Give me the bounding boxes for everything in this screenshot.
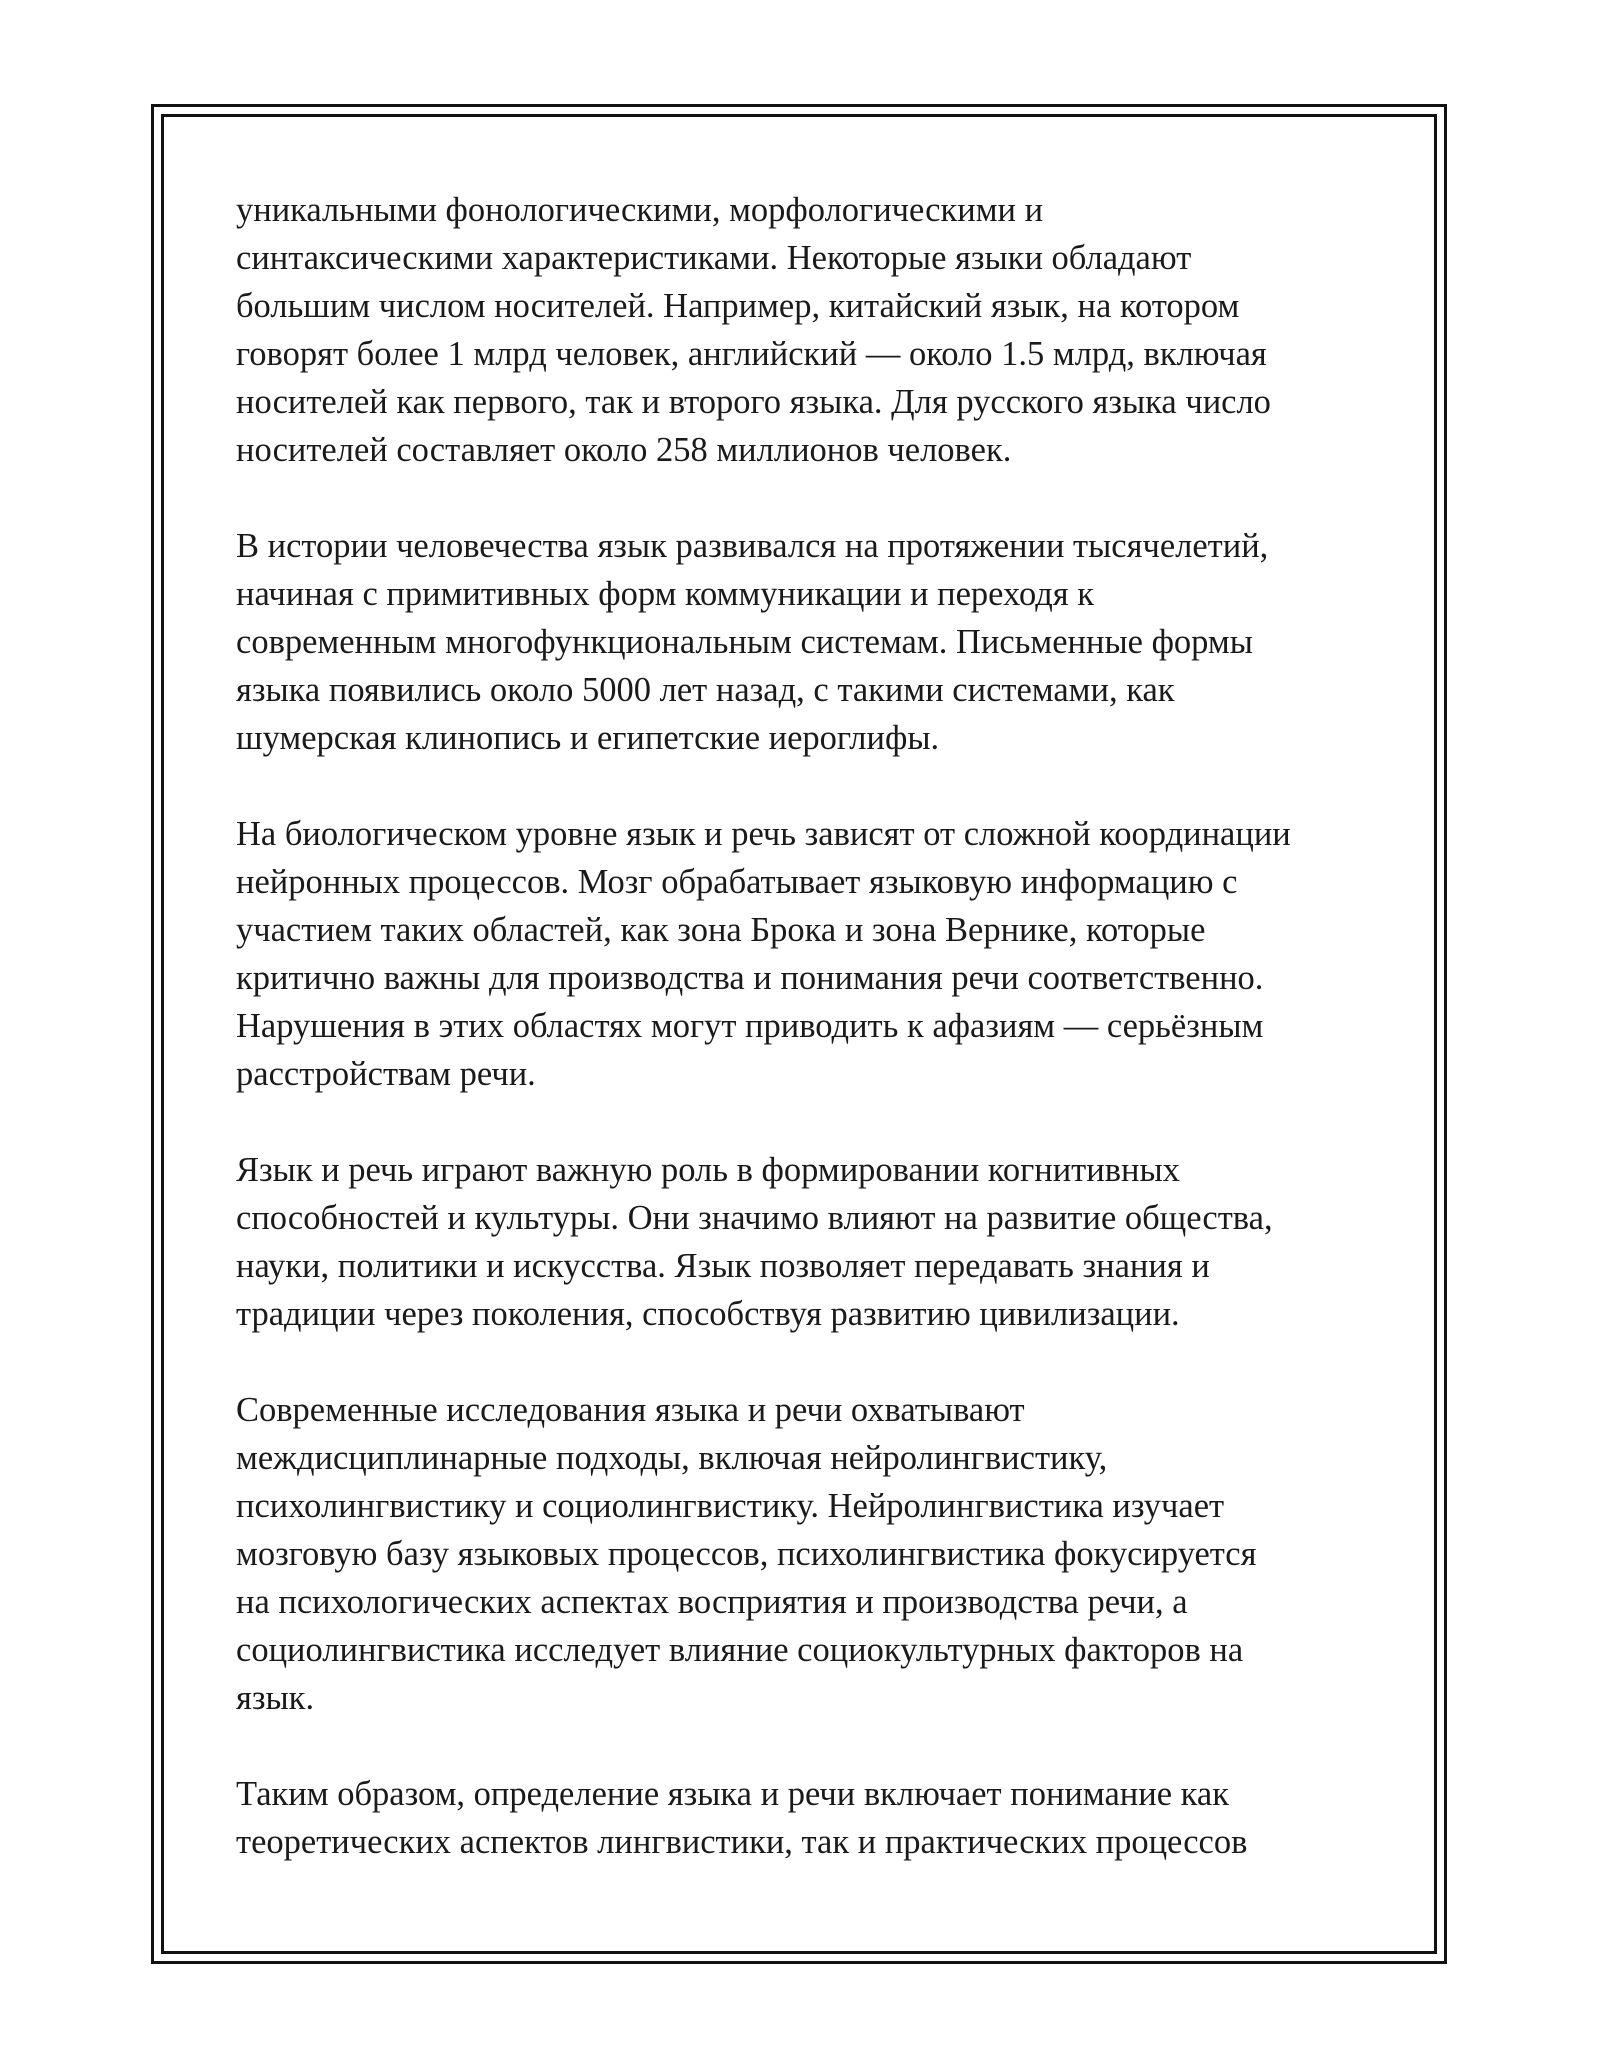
- paragraph-3: На биологическом уровне язык и речь зависят от сложной координации нейронных процессов. Мозг обрабатывает языковую информацию с участием таких областей, как зона Брока и зона Вернике, которые критично важны для производства и понимания речи соответственно. Нарушения в этих областях могут приводить к афазиям — серьёзным расстройствам речи.: [236, 815, 1291, 1093]
- paragraph-5: Современные исследования языка и речи охватывают междисциплинарные подходы, включая нейролингвистику, психолингвистику и социолингвистику. Нейролингвистика изучает мозговую базу языковых процессов, психолингвистика фокусируется на психологических аспектах восприятия и производства речи, а социолингвистика исследует влияние социокультурных факторов на язык.: [236, 1391, 1257, 1717]
- paragraph-1: уникальными фонологическими, морфологическими и синтаксическими характеристиками. Некоторые языки обладают большим числом носителей. Например, китайский язык, на котором говорят более 1 млрд человек, английский — около 1.5 млрд, включая носителей как первого, так и второго языка. Для русского языка число носителей составляет около 258 миллионов человек.: [236, 191, 1271, 469]
- paragraph-4: Язык и речь играют важную роль в формировании когнитивных способностей и культуры. Они значимо влияют на развитие общества, науки, политики и искусства. Язык позволяет передавать знания и традиции через поколения, способствуя развитию цивилизации.: [236, 1151, 1273, 1333]
- document-body: [236, 186, 1376, 1866]
- paragraph-6: Таким образом, определение языка и речи включает понимание как теоретических аспектов лингвистики, так и практических процессов: [236, 1775, 1248, 1861]
- paragraph-2: В истории человечества язык развивался на протяжении тысячелетий, начиная с примитивных форм коммуникации и переходя к современным многофункциональным системам. Письменные формы языка появились около 5000 лет назад, с такими системами, как шумерская клинопись и египетские иероглифы.: [236, 527, 1269, 757]
